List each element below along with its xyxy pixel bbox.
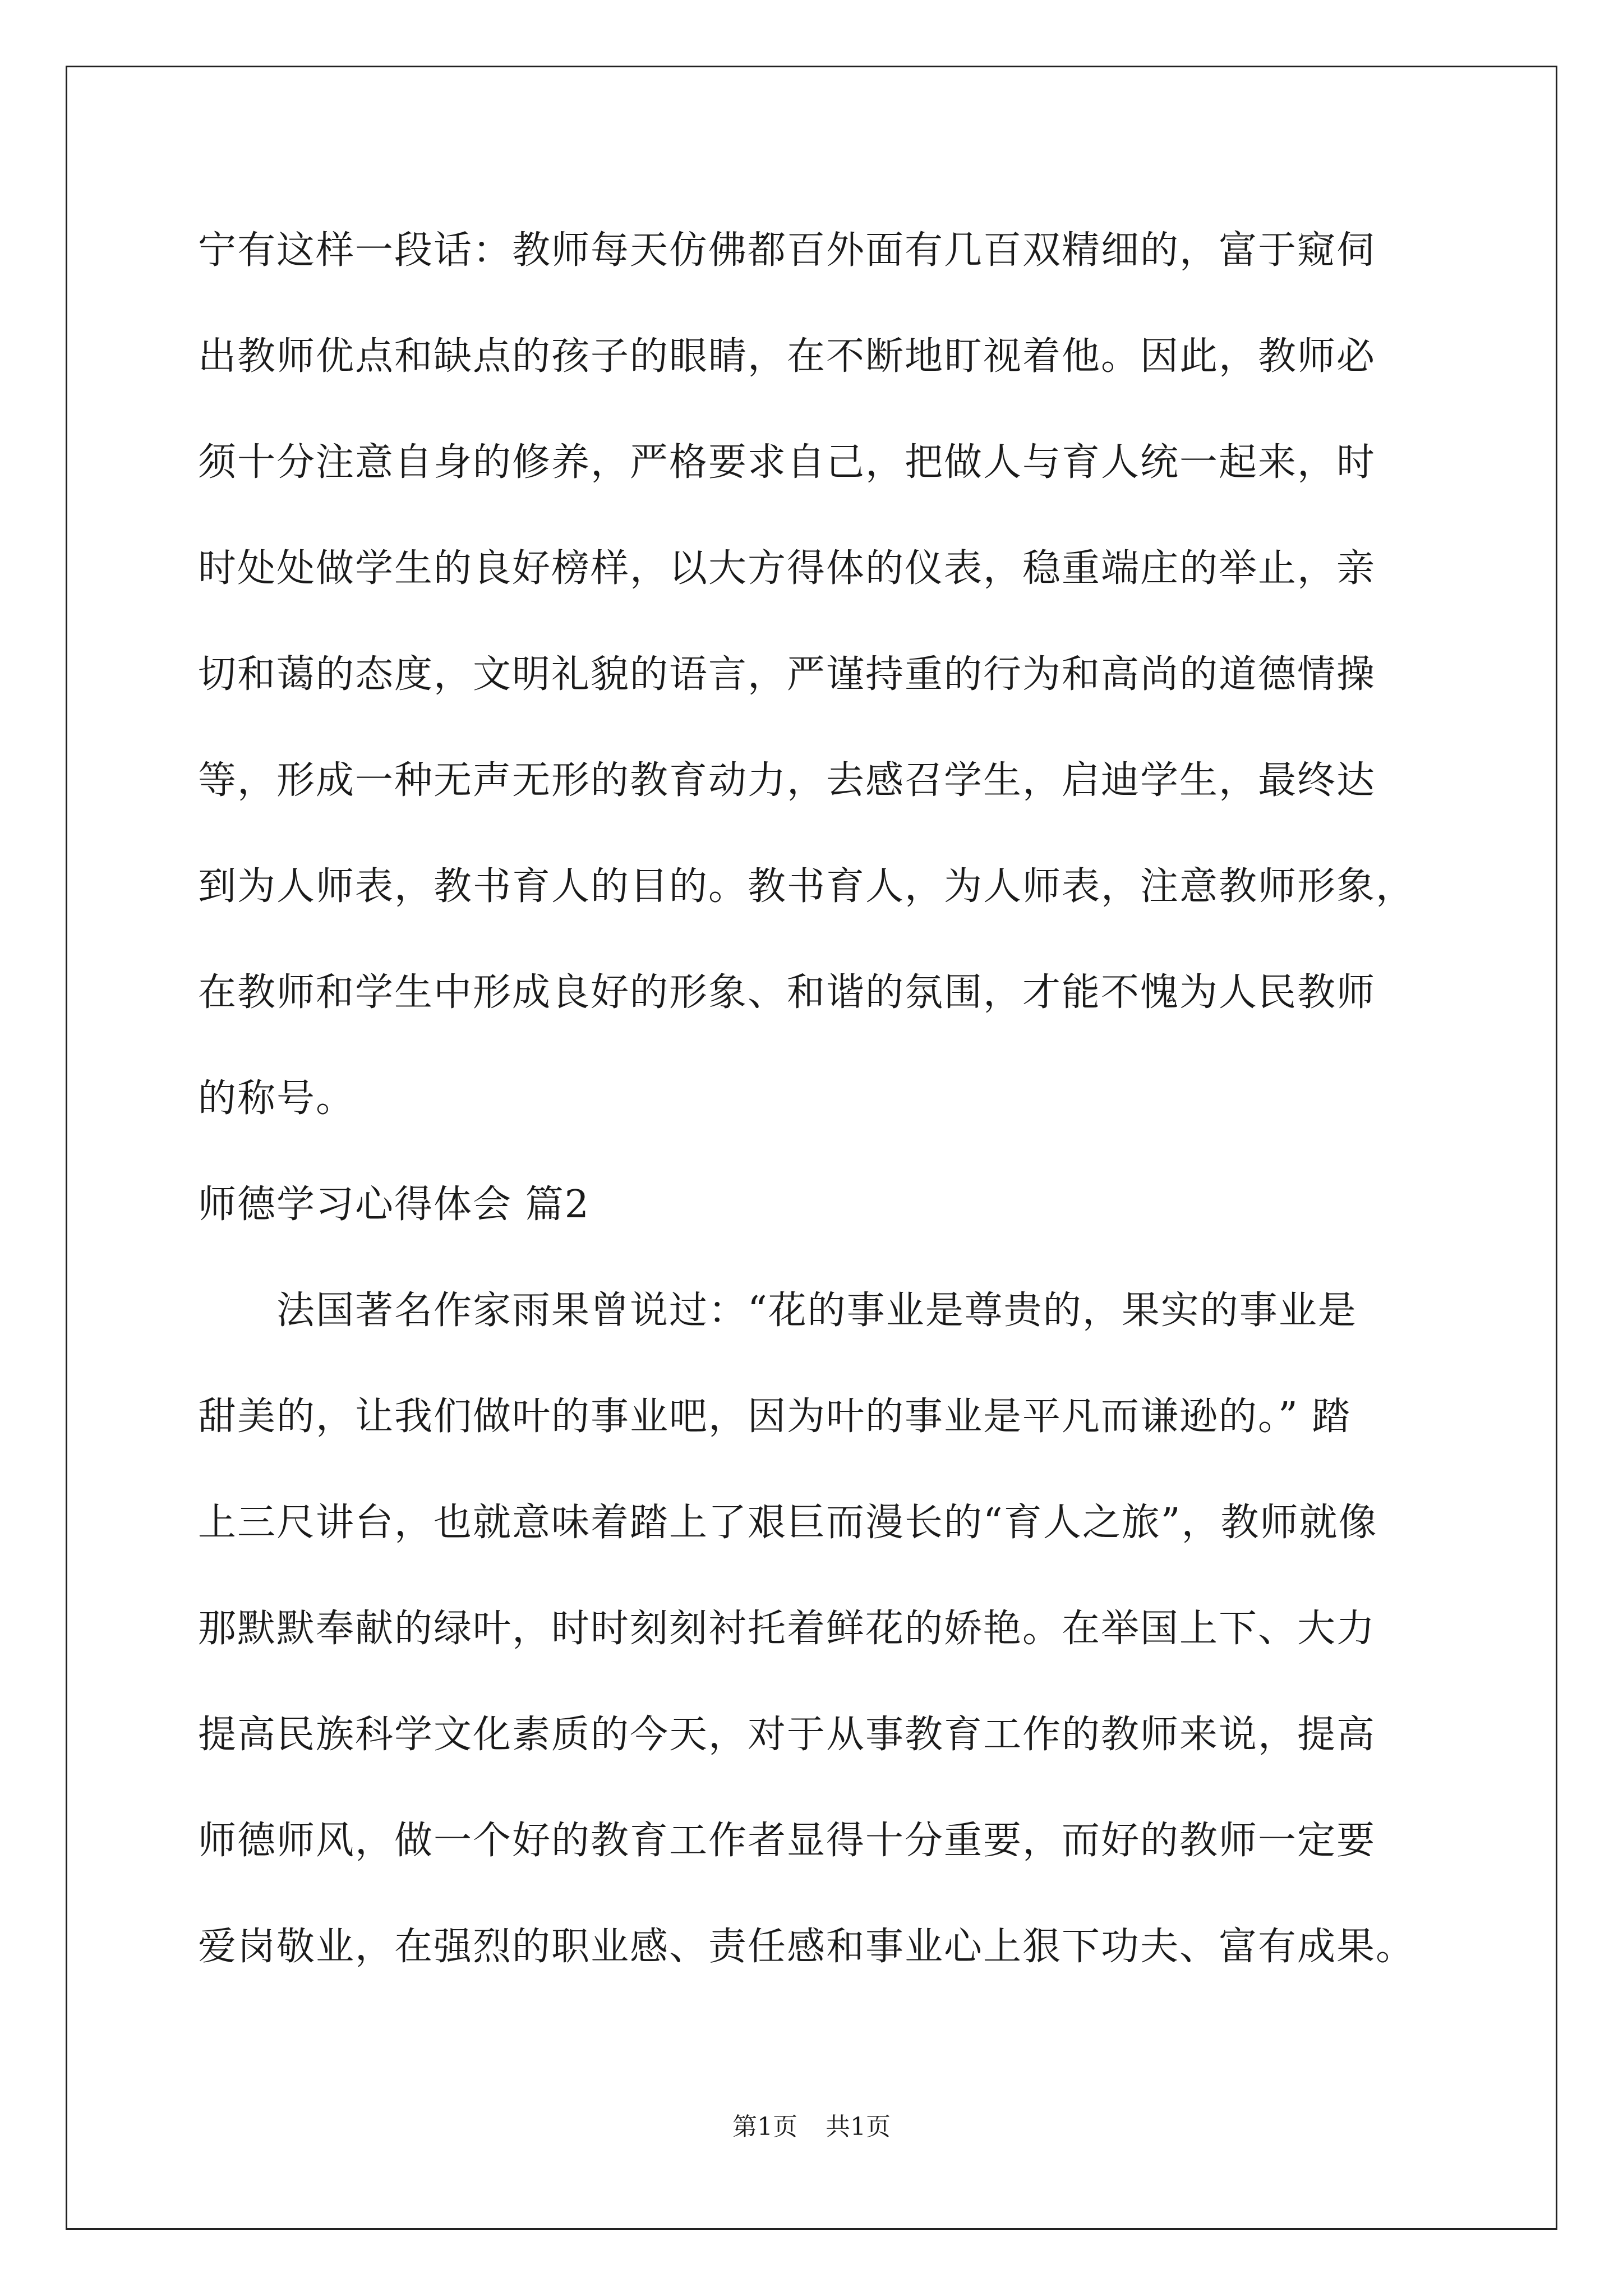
text-line: 爱岗敬业，在强烈的职业感、责任感和事业心上狠下功夫、富有成果。 <box>198 1925 1415 1969</box>
page-number-current: 第1页 <box>732 2113 797 2141</box>
document-body <box>198 209 1449 2011</box>
page-number-total: 共1页 <box>826 2113 891 2141</box>
text-line: 到为人师表，教书育人的目的。教书育人，为人师表，注意教师形象， <box>198 864 1415 909</box>
text-line: 提高民族科学文化素质的今天，对于从事教育工作的教师来说，提高 <box>198 1713 1376 1757</box>
paragraph-1 <box>198 209 1449 1163</box>
text-line: 等，形成一种无声无形的教育动力，去感召学生，启迪学生，最终达 <box>198 758 1376 803</box>
text-line: 切和蔼的态度，文明礼貌的语言，严谨持重的行为和高尚的道德情操 <box>198 652 1376 697</box>
page-footer <box>0 2106 1623 2142</box>
paragraph-2 <box>198 1269 1449 2011</box>
text-line: 时处处做学生的良好榜样，以大方得体的仪表，稳重端庄的举止，亲 <box>198 546 1376 591</box>
text-line: 的称号。 <box>198 1076 356 1121</box>
text-line: 在教师和学生中形成良好的形象、和谐的氛围，才能不愧为人民教师 <box>198 970 1376 1015</box>
text-line: 出教师优点和缺点的孩子的眼睛，在不断地盯视着他。因此，教师必 <box>198 334 1376 379</box>
text-line: 甜美的，让我们做叶的事业吧，因为叶的事业是平凡而谦逊的。” 踏 <box>198 1395 1352 1439</box>
text-line: 那默默奉献的绿叶，时时刻刻衬托着鲜花的娇艳。在举国上下、大力 <box>198 1607 1376 1651</box>
section-heading: 师德学习心得体会 篇2 <box>198 1182 590 1227</box>
text-line: 须十分注意自身的修养，严格要求自己，把做人与育人统一起来，时 <box>198 440 1376 485</box>
text-line: 师德师风，做一个好的教育工作者显得十分重要，而好的教师一定要 <box>198 1819 1376 1863</box>
text-line: 宁有这样一段话：教师每天仿佛都百外面有几百双精细的，富于窥伺 <box>198 228 1376 273</box>
text-line: 法国著名作家雨果曾说过：“花的事业是尊贵的，果实的事业是 <box>276 1289 1357 1333</box>
text-line: 上三尺讲台，也就意味着踏上了艰巨而漫长的“育人之旅”，教师就像 <box>198 1501 1378 1545</box>
